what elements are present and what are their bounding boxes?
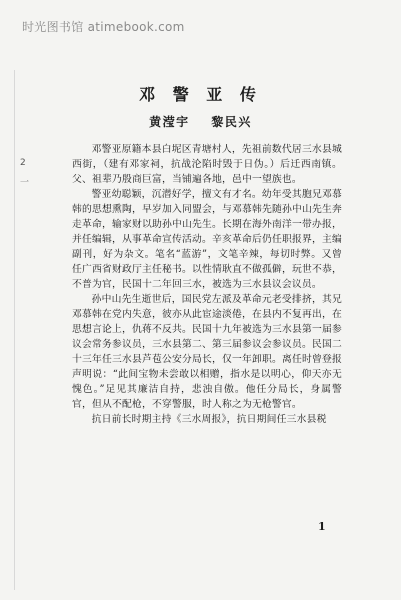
page-number: 1: [318, 520, 326, 533]
body-text: [72, 142, 342, 427]
paragraph-2: 警亚幼聪颖，沉潜好学，擅文有才名。幼年受其胞兄邓慕韩的思想熏陶，早岁加入同盟会，与邓慕韩先随孙中山先生奔走革命，输家财以助孙中山先生。长期在海外南洋一带办报，并任编辑，从事革命宣传活动。辛亥革命后仍任职报界，主编副刊，好为杂文。笔名“蓝游”，文笔辛辣，每切时弊。又曾任广西省财政厅主任秘书。以性情耿直不做孤僻，玩世不恭，不普为官，民国十二年回三水，被选为三水县议会议员。: [72, 189, 342, 290]
watermark: 时光图书馆 atimebook.com: [22, 20, 185, 34]
paragraph-3: 孙中山先生逝世后，国民党左派及革命元老受排挤，其兄邓慕韩在党内失意，彼亦从此宦途淡倦，在县内不复再出，在思想言论上，仇蒋不反共。民国十九年被选为三水县第一届参议会常务参议员，三水县第二、第三届参议会参议员。民国二十三年任三水县芦苞公安分局长，仅一年卸职。离任时曾登报声明说：“此间宝物未尝敢以相赠，指水是以明心，仰天亦无愧色。”足见其廉洁自持，悲浊自傲。他任分局长，身属警官，但从不配枪，不穿警服，时人称之为无枪警官。: [72, 294, 342, 410]
authors: 黄滢宇 黎民兴: [149, 115, 252, 129]
binding-line: [14, 70, 15, 590]
paragraph-4: 抗日前长时期主持《三水周报》，抗日期间任三水县税: [91, 414, 327, 425]
margin-mark-1: 2: [20, 158, 26, 168]
page-title: 邓 警 亚 传: [139, 85, 262, 104]
margin-mark-2: 一: [20, 178, 30, 188]
paragraph-1: 邓警亚原籍本县白坭区青塘村人，先祖前数代居三水县城西街，（建有邓家祠，抗战沦陷时毁于日伪。）后迁西南镇。父、祖辈乃殷商巨富，当铺遍各地，邑中一望族也。: [72, 144, 342, 185]
